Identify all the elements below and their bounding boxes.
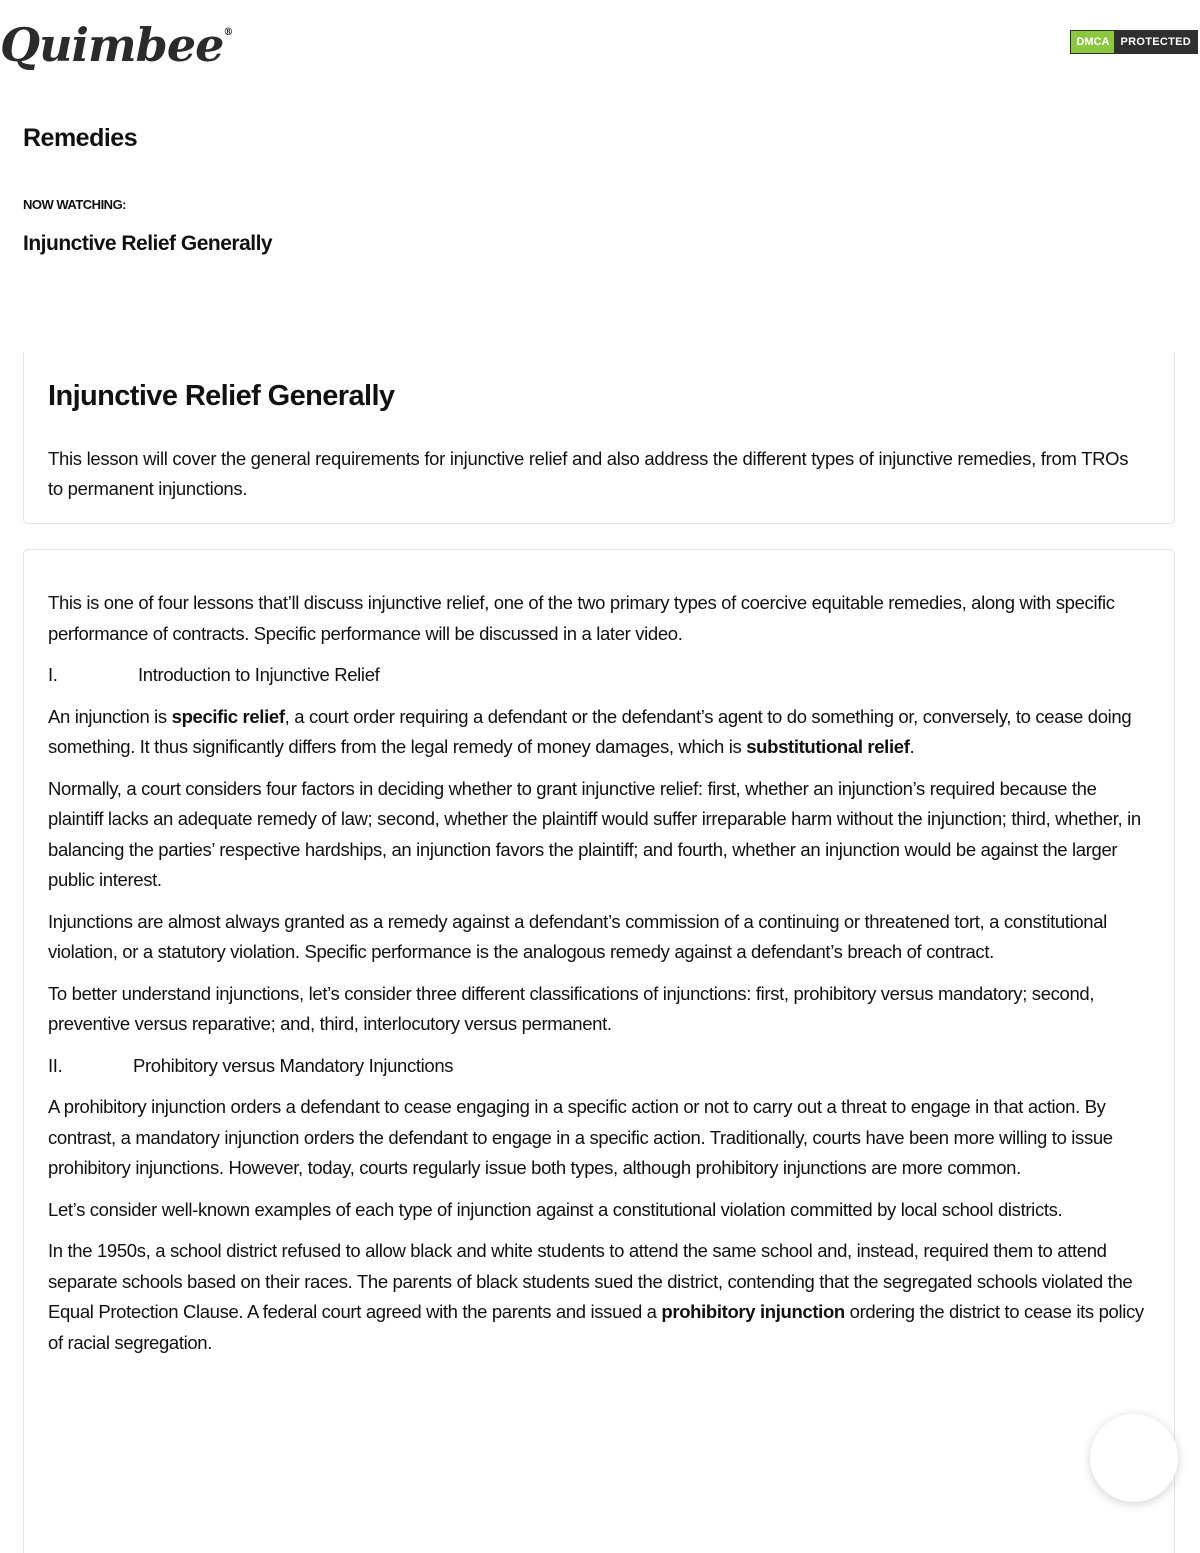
paragraph [48,702,1152,763]
transcript-content [48,588,1152,1369]
chat-launcher-button[interactable] [1090,1414,1178,1502]
section-heading-1 [48,660,1152,691]
lesson-title: Injunctive Relief Generally [48,380,395,412]
paragraph [48,1236,1152,1358]
dmca-protected-badge[interactable] [1070,30,1198,54]
bold-term: specific relief [171,705,285,727]
section-number: II. [48,1054,63,1076]
now-watching-label: NOW WATCHING: [23,197,127,212]
paragraph: Injunctions are almost always granted as a remedy against a defendant’s commission of a continuing or threatened tort, a constitutional violation, or a statutory violation. Specific performance is the analogous remedy against a defendant’s breach of contract. [48,910,1107,962]
section-number: I. [48,664,58,685]
now-watching-title: Injunctive Relief Generally [23,232,273,255]
paragraph: This is one of four lessons that’ll discuss injunctive relief, one of the two primary types of coercive equitable remedies, along with specific performance of contracts. Specific performance will be discussed in a later video. [48,592,1115,644]
text-run: ordering the district to cease its policy of racial segregation. [48,1301,1144,1353]
lesson-summary-card [23,352,1175,524]
logo-text: Quimbee [0,18,224,72]
lesson-summary-text: This lesson will cover the general requirements for injunctive relief and also address the different types of injunctive remedies, from TROs to permanent injunctions. [48,448,1129,499]
registered-mark: ® [223,27,233,38]
text-run: An injunction is [48,705,172,727]
lesson-transcript-card [23,549,1175,1553]
dmca-badge-left: DMCA [1071,31,1114,53]
text-run: , a court order requiring a defendant or the defendant’s agent to do something or, conversely, to cease doing something. It thus significantly differs from the legal remedy of money damages, which is [48,705,1132,757]
section-title: Introduction to Injunctive Relief [138,664,380,685]
paragraph: To better understand injunctions, let’s consider three different classifications of injunctions: first, prohibitory versus mandatory; second, preventive versus reparative; and, third, interlocutory versus permanent. [48,982,1095,1034]
course-title: Remedies [23,124,138,152]
quimbee-logo[interactable] [0,18,233,72]
dmca-badge-right: PROTECTED [1114,31,1197,53]
bold-term: prohibitory injunction [661,1301,845,1322]
text-run: . [909,736,915,757]
paragraph: Normally, a court considers four factors in deciding whether to grant injunctive relief: first, whether an injunction’s required because the plaintiff lacks an adequate remedy of law; second, whether the plaintiff would suffer irreparable harm without the injunction; third, whether, in balancing the parties’ respective hardships, an injunction favors the plaintiff; and fourth, whether an injunction would be against the larger public interest. [48,777,1141,890]
section-heading-2 [48,1051,1152,1082]
paragraph: A prohibitory injunction orders a defendant to cease engaging in a specific action or not to carry out a threat to engage in that action. By contrast, a mandatory injunction orders the defendant to engage in a specific action. Traditionally, courts have been more willing to issue prohibitory injunctions. However, today, courts regularly issue both types, although prohibitory injunctions are more common. [48,1096,1113,1178]
text-run: In the 1950s, a school district refused to allow black and white students to attend the same school and, instead, required them to attend separate schools based on their races. The parents of black students sued the district, contending that the segregated schools violated the Equal Protection Clause. A federal court agreed with the parents and issued a [48,1240,1133,1322]
bold-term: substitutional relief [746,736,910,757]
paragraph: Let’s consider well-known examples of each type of injunction against a constitutional violation committed by local school districts. [48,1198,1063,1220]
section-title: Prohibitory versus Mandatory Injunctions [133,1054,454,1076]
